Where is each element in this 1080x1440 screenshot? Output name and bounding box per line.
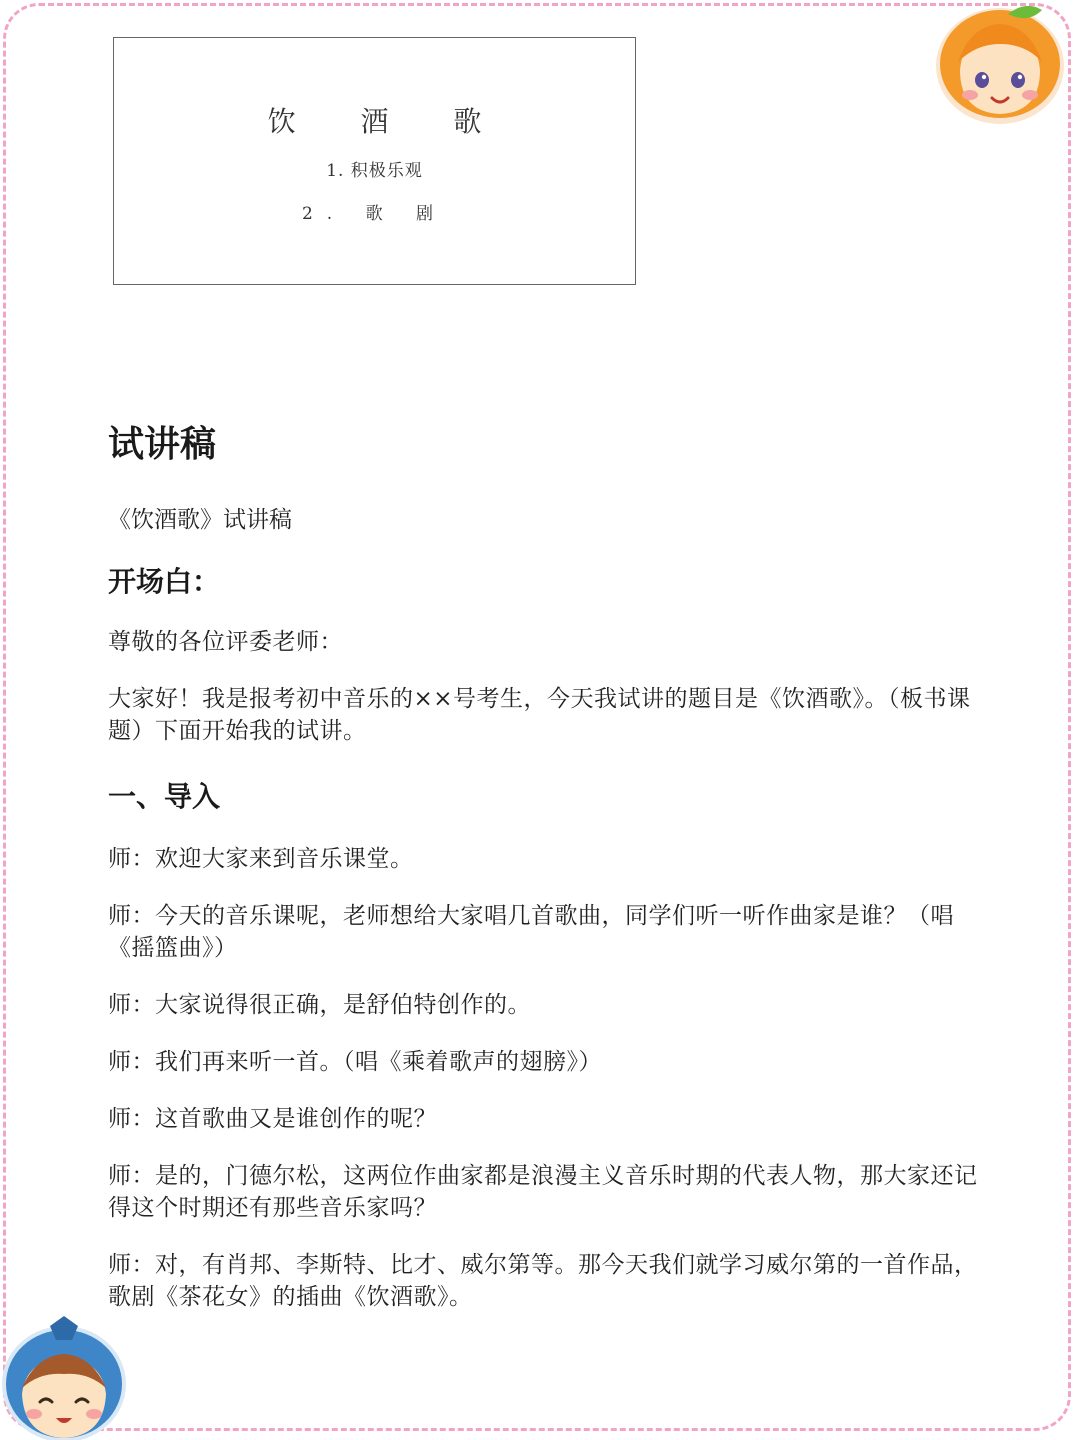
board-item-2: 2. 歌 剧 bbox=[301, 204, 448, 224]
dialogue-line: 师：这首歌曲又是谁创作的呢？ bbox=[108, 1106, 437, 1132]
board-item-1: 1. 积极乐观 bbox=[326, 161, 423, 181]
section-1-heading: 一、导入 bbox=[108, 780, 221, 813]
script-subtitle: 《饮酒歌》试讲稿 bbox=[108, 507, 292, 533]
orange-character-icon bbox=[930, 0, 1070, 128]
blueberry-character-icon bbox=[0, 1310, 132, 1440]
board-title: 饮 酒 歌 bbox=[267, 105, 510, 138]
dialogue-line: 师：今天的音乐课呢，老师想给大家唱几首歌曲，同学们听一听作曲家是谁？（唱《摇篮曲》） bbox=[108, 903, 954, 961]
dialogue-line: 师：对，有肖邦、李斯特、比才、威尔第等。那今天我们就学习威尔第的一首作品，歌剧《茶花女》的插曲《饮酒歌》。 bbox=[108, 1252, 978, 1310]
greeting-paragraph: 尊敬的各位评委老师： bbox=[108, 629, 343, 655]
dialogue-line: 师：我们再来听一首。（唱《乘着歌声的翅膀》） bbox=[108, 1049, 602, 1075]
dialogue-line: 师：是的，门德尔松，这两位作曲家都是浪漫主义音乐时期的代表人物，那大家还记得这个时期还有那些音乐家吗？ bbox=[108, 1163, 978, 1221]
page-title: 试讲稿 bbox=[108, 424, 217, 465]
dialogue-line: 师：欢迎大家来到音乐课堂。 bbox=[108, 846, 414, 872]
dialogue-line: 师：大家说得很正确，是舒伯特创作的。 bbox=[108, 992, 531, 1018]
lecture-script bbox=[108, 420, 998, 1313]
intro-paragraph: 大家好！我是报考初中音乐的××号考生，今天我试讲的题目是《饮酒歌》。（板书课题）下面开始我的试讲。 bbox=[108, 686, 971, 744]
board-design-box bbox=[113, 37, 636, 285]
opening-heading: 开场白： bbox=[108, 565, 221, 598]
